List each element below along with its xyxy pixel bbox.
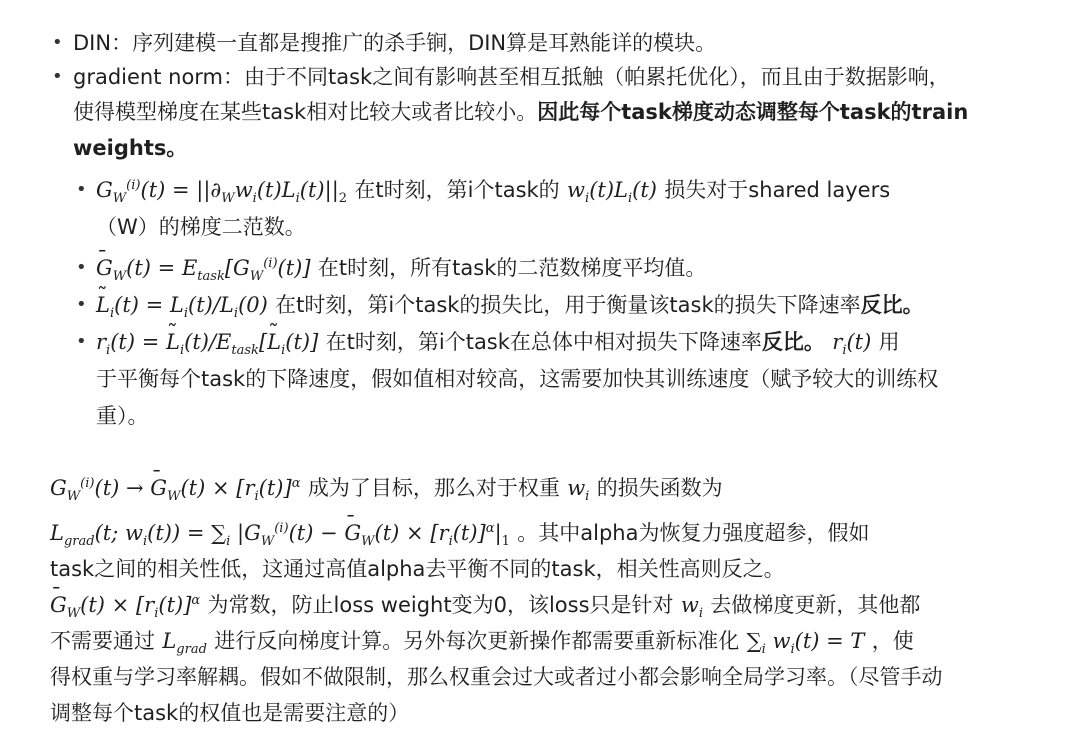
p1-text: 成为了目标，那么对于权重 [307, 476, 560, 500]
p4-text: 为常数，防止loss weight变为0，该loss只是针对 [207, 593, 674, 617]
formula-wl: $w_i(t)L_i(t)$ [567, 178, 657, 207]
p5-text3: ，使 [871, 629, 914, 653]
formula-const: ¯ $G_W(t) \times [r_i(t)]^\alpha$ [50, 593, 200, 617]
p4-text2: 去做梯度更新，其他都 [710, 593, 921, 617]
sub-bullet-dot: • [76, 179, 87, 200]
gradnorm-bold: 因此每个task梯度动态调整每个task的train [537, 100, 969, 124]
p5-text: 不需要通过 [50, 629, 155, 653]
sub-bullet-gbar [96, 253, 706, 283]
p2-text: 。其中alpha为恢复力强度超参，假如 [517, 521, 870, 545]
para-line-6: 得权重与学习率解耦。假如不做限制，那么权重会过大或者过小都会影响全局学习率。（尽管手动 [50, 665, 943, 689]
para-line-7: 调整每个task的权值也是需要注意的） [50, 701, 410, 725]
sub-bullet-dot: • [76, 294, 87, 315]
bullet-gradnorm-line1: gradient norm：由于不同task之间有影响甚至相互抵触（帕累托优化），而且由于数据影响， [73, 65, 950, 89]
para-line-3: task之间的相关性低，这通过高值alpha去平衡不同的task，相关性高则反之。 [50, 557, 785, 581]
p5-text2: 进行反向梯度计算。另外每次更新操作都需要重新标准化 [214, 629, 740, 653]
r-bold: 反比。 [761, 330, 825, 354]
sub-bullet-r [96, 327, 900, 357]
gbar-text: 在t时刻，所有task的二范数梯度平均值。 [317, 256, 707, 280]
para-line-4 [50, 590, 920, 620]
r-text: 在t时刻，第i个task在总体中相对损失下降速率 [325, 330, 762, 354]
sub-bullet-g [96, 175, 890, 205]
ltilde-bold: 反比。 [860, 293, 924, 317]
para-line-1 [50, 473, 723, 503]
bullet-gradnorm-line3: weights。 [73, 136, 188, 160]
formula-lgrad-2: $L_{grad}$ [162, 629, 207, 658]
formula-ri: $r_i(t)$ [832, 330, 872, 359]
para-line-2 [50, 518, 869, 548]
formula-wi: $w_i$ [567, 476, 590, 505]
formula-wi-2: $w_i$ [680, 593, 704, 622]
para-line-5 [50, 626, 914, 656]
g-text-1: 在t时刻，第i个task的 [354, 178, 560, 202]
formula-r: $r_i(t)$ = ˜ $L_i(t)/E_{task}[˜$ $L_i(t)$] [96, 330, 318, 354]
formula-gbar: ¯ $G_W(t) = E_{task}[G_W^{(i)}(t)]$ [96, 256, 311, 280]
formula-sum: $\sum_i$ $w_i(t) = T$ [746, 629, 865, 658]
formula-ltilde: ˜ $L_i(t) = L_i(t)/L_i(0)$ [96, 293, 268, 317]
r-text-use: 用 [878, 330, 900, 354]
bullet-dot: • [52, 32, 63, 53]
formula-g: $G_W^{(i)}(t) = ||\partial_Ww_i(t)L_i(t)||_2$ [96, 178, 348, 207]
sub-bullet-dot: • [76, 257, 87, 278]
bullet-gradnorm-line2 [73, 97, 968, 127]
g-text-2: 损失对于shared layers [664, 178, 891, 202]
sub-bullet-g-line2: （W）的梯度二范数。 [96, 215, 306, 239]
gradnorm-text: 使得模型梯度在某些task相对比较大或者比较小。 [73, 100, 538, 124]
p1-text2: 的损失函数为 [596, 476, 723, 500]
sub-bullet-r-line3: 重）。 [96, 404, 149, 428]
sub-bullet-r-line2: 于平衡每个task的下降速度，假如值相对较高，这需要加快其训练速度（赋予较大的训练权 [96, 367, 939, 391]
ltilde-text: 在t时刻，第i个task的损失比，用于衡量该task的损失下降速率 [275, 293, 861, 317]
bullet-dot: • [52, 66, 63, 87]
sub-bullet-ltilde [96, 290, 924, 320]
bullet-din: DIN：序列建模一直都是搜推广的杀手锏，DIN算是耳熟能详的模块。 [73, 31, 717, 55]
formula-lgrad: $L_{grad}(t$; $w_i(t)) = \sum_i$ $|G_W^{(i)}(t)$ − ¯ $G_W(t) \times [r_i(t)]^\alpha|_1$ [50, 521, 510, 545]
sub-bullet-dot: • [76, 331, 87, 352]
formula-target: $G_W^{(i)}(t)$ → ¯ $G_W(t) \times [r_i(t)]^\alpha$ [50, 476, 301, 500]
